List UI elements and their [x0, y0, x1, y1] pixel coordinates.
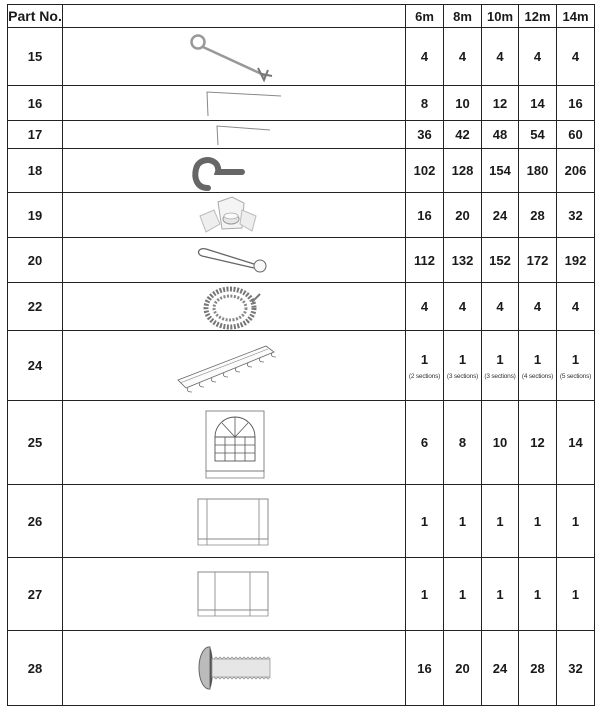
header-size-10m: 10m — [482, 5, 519, 28]
qty-12m: 172 — [519, 238, 557, 283]
header-image — [63, 5, 406, 28]
qty-14m: 1 — [557, 558, 595, 631]
qty-14m: 4 — [557, 28, 595, 86]
ground-anchor-icon — [184, 30, 284, 84]
header-row — [8, 5, 595, 28]
cropped-text-fragment — [318, 0, 378, 2]
part-number: 17 — [8, 121, 63, 149]
qty-8m: 128 — [444, 149, 482, 193]
qty-14m: 14 — [557, 401, 595, 485]
qty-6m: 16 — [406, 193, 444, 238]
table-row — [8, 631, 595, 706]
part-number: 22 — [8, 283, 63, 331]
qty-12m: 28 — [519, 193, 557, 238]
qty-14m: 60 — [557, 121, 595, 149]
table-row — [8, 558, 595, 631]
sections-note: (3 sections) — [446, 372, 479, 380]
qty-8m: 20 — [444, 193, 482, 238]
part-number: 27 — [8, 558, 63, 631]
table-row — [8, 121, 595, 149]
qty-12m: 1 — [519, 485, 557, 558]
table-row — [8, 331, 595, 401]
qty-6m: 8 — [406, 86, 444, 121]
end-wall-panel-icon — [184, 495, 284, 547]
short-l-pin-icon — [184, 123, 284, 147]
table-row — [8, 86, 595, 121]
qty-14m: 32 — [557, 631, 595, 706]
part-number: 24 — [8, 331, 63, 401]
qty-14m: 1 — [557, 485, 595, 558]
corner-connector-icon — [184, 194, 284, 236]
table-row — [8, 485, 595, 558]
part-number: 25 — [8, 401, 63, 485]
qty-10m: 48 — [482, 121, 519, 149]
qty-6m: 16 — [406, 631, 444, 706]
part-number: 20 — [8, 238, 63, 283]
sections-note: (2 sections) — [408, 372, 441, 380]
qty-6m: 102 — [406, 149, 444, 193]
table-row — [8, 193, 595, 238]
qty-8m: 8 — [444, 401, 482, 485]
header-size-6m: 6m — [406, 5, 444, 28]
qty-6m: 1 — [420, 351, 429, 367]
qty-10m: 4 — [482, 283, 519, 331]
part-number: 26 — [8, 485, 63, 558]
qty-8m: 4 — [444, 283, 482, 331]
qty-12m: 14 — [519, 86, 557, 121]
qty-14m: 16 — [557, 86, 595, 121]
qty-6m: 6 — [406, 401, 444, 485]
door-wall-panel-icon — [184, 568, 284, 620]
part-number: 16 — [8, 86, 63, 121]
table-row — [8, 28, 595, 86]
rope-coil-icon — [184, 284, 284, 330]
qty-8m: 4 — [444, 28, 482, 86]
qty-14m: 4 — [557, 283, 595, 331]
qty-10m: 10 — [482, 401, 519, 485]
table-row — [8, 149, 595, 193]
header-size-12m: 12m — [519, 5, 557, 28]
screw-bolt-icon — [184, 643, 284, 693]
qty-6m: 112 — [406, 238, 444, 283]
table-row — [8, 238, 595, 283]
ball-bungee-icon — [184, 240, 284, 280]
qty-10m: 1 — [482, 558, 519, 631]
qty-10m: 1 — [482, 485, 519, 558]
qty-14m: 32 — [557, 193, 595, 238]
part-number: 18 — [8, 149, 63, 193]
qty-10m: 24 — [482, 631, 519, 706]
hook-bolt-icon — [184, 151, 284, 191]
qty-12m: 4 — [519, 28, 557, 86]
qty-8m: 20 — [444, 631, 482, 706]
qty-12m: 1 — [519, 558, 557, 631]
qty-10m: 12 — [482, 86, 519, 121]
qty-6m: 4 — [406, 283, 444, 331]
long-l-pin-icon — [184, 88, 284, 118]
header-size-8m: 8m — [444, 5, 482, 28]
qty-8m: 1 — [444, 485, 482, 558]
qty-8m: 10 — [444, 86, 482, 121]
qty-6m: 36 — [406, 121, 444, 149]
qty-10m: 1 — [496, 351, 504, 367]
table-row — [8, 401, 595, 485]
qty-10m: 154 — [482, 149, 519, 193]
table-row — [8, 283, 595, 331]
sections-note: (5 sections) — [559, 372, 592, 380]
qty-6m: 1 — [406, 485, 444, 558]
parts-quantity-table — [7, 4, 595, 706]
qty-14m: 192 — [557, 238, 595, 283]
sections-note: (3 sections) — [484, 372, 516, 380]
qty-10m: 4 — [482, 28, 519, 86]
qty-8m: 42 — [444, 121, 482, 149]
qty-8m: 132 — [444, 238, 482, 283]
qty-12m: 28 — [519, 631, 557, 706]
qty-14m: 1 — [571, 351, 580, 367]
qty-12m: 54 — [519, 121, 557, 149]
qty-12m: 12 — [519, 401, 557, 485]
roof-cover-icon — [174, 336, 294, 396]
header-size-14m: 14m — [557, 5, 595, 28]
part-number: 15 — [8, 28, 63, 86]
sections-note: (4 sections) — [521, 372, 554, 380]
qty-6m: 1 — [406, 558, 444, 631]
qty-12m: 4 — [519, 283, 557, 331]
qty-12m: 180 — [519, 149, 557, 193]
qty-8m: 1 — [458, 351, 467, 367]
qty-10m: 24 — [482, 193, 519, 238]
part-number: 19 — [8, 193, 63, 238]
qty-14m: 206 — [557, 149, 595, 193]
window-sidewall-icon — [184, 407, 284, 479]
header-part-no: Part No. — [8, 5, 63, 28]
qty-12m: 1 — [533, 351, 542, 367]
qty-10m: 152 — [482, 238, 519, 283]
qty-6m: 4 — [406, 28, 444, 86]
part-number: 28 — [8, 631, 63, 706]
qty-8m: 1 — [444, 558, 482, 631]
